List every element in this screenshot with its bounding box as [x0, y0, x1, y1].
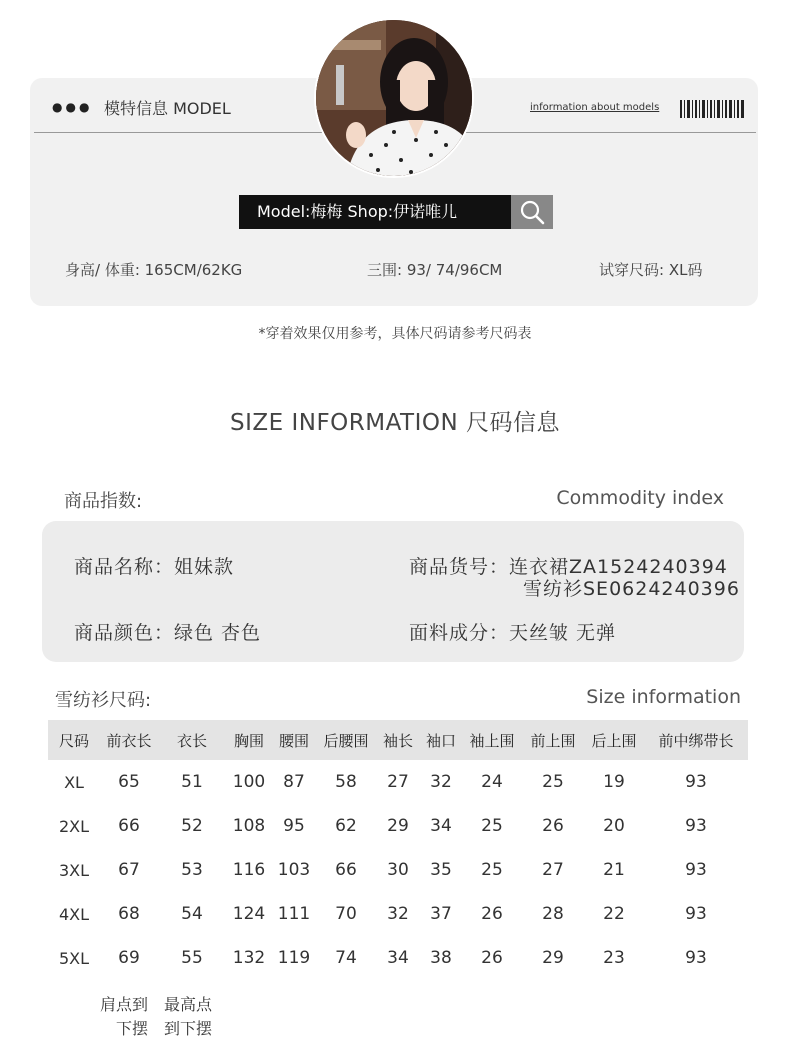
size-label-cell: 4XL	[58, 904, 90, 924]
table-header-cell: 腰围	[272, 720, 316, 760]
product-color: 商品颜色：绿色 杏色	[74, 622, 262, 644]
table-row	[48, 936, 748, 980]
table-cell: 26	[481, 904, 503, 924]
size-label-cell: 2XL	[58, 816, 90, 836]
table-cell: 21	[603, 860, 625, 880]
table-cell: 93	[685, 816, 707, 836]
table-cell: 22	[603, 904, 625, 924]
table-cell: 32	[430, 772, 452, 792]
table-cell: 24	[481, 772, 503, 792]
table-cell: 74	[335, 948, 357, 968]
table-cell: 87	[283, 772, 305, 792]
dots-icon: ●●●	[52, 100, 93, 114]
table-cell: 95	[283, 816, 305, 836]
commodity-index-label: 商品指数:	[64, 491, 143, 512]
table-row	[48, 760, 748, 804]
model-search-bar[interactable]	[239, 195, 553, 229]
table-cell: 124	[232, 904, 266, 924]
table-cell: 32	[387, 904, 409, 924]
product-fabric: 面料成分：天丝皱 无弹	[409, 622, 617, 644]
size-table	[48, 720, 748, 980]
table-cell: 30	[387, 860, 409, 880]
fit-size: 试穿尺码: XL码	[599, 261, 703, 279]
table-cell: 70	[335, 904, 357, 924]
table-cell: 67	[118, 860, 140, 880]
table-header-cell: 前上围	[522, 720, 584, 760]
table-cell: 100	[232, 772, 266, 792]
table-cell: 28	[542, 904, 564, 924]
footnote-line: 到下摆	[164, 1019, 213, 1038]
table-cell: 38	[430, 948, 452, 968]
table-cell: 53	[181, 860, 203, 880]
table-cell: 93	[685, 860, 707, 880]
table-row	[48, 804, 748, 848]
footnote-line: 肩点到	[100, 995, 149, 1014]
height-weight: 身高/ 体重: 165CM/62KG	[65, 261, 243, 279]
table-cell: 37	[430, 904, 452, 924]
size-section-label: 雪纺衫尺码:	[55, 690, 152, 711]
table-cell: 25	[481, 816, 503, 836]
table-cell: 93	[685, 772, 707, 792]
table-header-cell: 前衣长	[100, 720, 158, 760]
info-models-label: information about models	[530, 102, 660, 113]
table-row	[48, 848, 748, 892]
footnote-line: 最高点	[164, 995, 213, 1014]
table-header-cell: 尺码	[48, 720, 100, 760]
table-cell: 34	[387, 948, 409, 968]
table-cell: 25	[481, 860, 503, 880]
table-cell: 68	[118, 904, 140, 924]
table-header-cell: 衣长	[158, 720, 226, 760]
search-bar-text: Model:梅梅 Shop:伊诺唯儿	[239, 195, 511, 229]
table-cell: 119	[277, 948, 311, 968]
size-label-cell: XL	[64, 772, 84, 792]
table-row	[48, 892, 748, 936]
table-cell: 25	[542, 772, 564, 792]
table-cell: 69	[118, 948, 140, 968]
table-cell: 62	[335, 816, 357, 836]
table-cell: 65	[118, 772, 140, 792]
footnote-line: 下摆	[116, 1019, 149, 1038]
size-information-title: SIZE INFORMATION 尺码信息	[229, 410, 561, 436]
table-cell: 66	[118, 816, 140, 836]
table-cell: 54	[181, 904, 203, 924]
commodity-card	[42, 521, 744, 662]
table-cell: 29	[542, 948, 564, 968]
table-cell: 35	[430, 860, 452, 880]
size-label-cell: 3XL	[58, 860, 90, 880]
commodity-index-label-en: Commodity index	[556, 487, 724, 509]
table-header-cell: 后腰围	[316, 720, 376, 760]
measurements: 三围: 93/ 74/96CM	[367, 261, 503, 279]
table-cell: 20	[603, 816, 625, 836]
size-label-cell: 5XL	[58, 948, 90, 968]
table-cell: 93	[685, 948, 707, 968]
table-cell: 103	[277, 860, 311, 880]
product-name: 商品名称：姐妹款	[74, 556, 235, 578]
table-cell: 55	[181, 948, 203, 968]
table-cell: 52	[181, 816, 203, 836]
table-cell: 29	[387, 816, 409, 836]
table-cell: 34	[430, 816, 452, 836]
table-header-cell: 袖口	[420, 720, 462, 760]
table-cell: 26	[481, 948, 503, 968]
model-card-title: 模特信息 MODEL	[104, 99, 231, 118]
table-cell: 116	[232, 860, 266, 880]
table-cell: 27	[387, 772, 409, 792]
disclaimer-text: *穿着效果仅用参考，具体尺码请参考尺码表	[258, 326, 532, 342]
footnote-front-length	[100, 993, 148, 1041]
table-cell: 27	[542, 860, 564, 880]
size-section-label-en: Size information	[586, 686, 741, 708]
table-cell: 51	[181, 772, 203, 792]
barcode-icon	[680, 100, 744, 118]
table-cell: 132	[232, 948, 266, 968]
footnote-length	[164, 993, 212, 1041]
table-cell: 66	[335, 860, 357, 880]
table-header-cell: 前中绑带长	[644, 720, 748, 760]
table-header-cell: 胸围	[226, 720, 272, 760]
search-icon	[518, 198, 546, 226]
search-button[interactable]	[511, 195, 553, 229]
product-item-no: 商品货号：连衣裙ZA1524240394	[409, 556, 728, 578]
table-header-cell: 袖上围	[462, 720, 522, 760]
table-cell: 58	[335, 772, 357, 792]
table-cell: 108	[232, 816, 266, 836]
product-item-no-2: 雪纺衫SE0624240396	[523, 578, 740, 600]
table-cell: 93	[685, 904, 707, 924]
table-header-cell: 后上围	[584, 720, 644, 760]
model-avatar	[314, 18, 474, 178]
table-cell: 19	[603, 772, 625, 792]
table-cell: 111	[277, 904, 311, 924]
table-cell: 26	[542, 816, 564, 836]
table-header-row	[48, 720, 748, 760]
table-header-cell: 袖长	[376, 720, 420, 760]
table-cell: 23	[603, 948, 625, 968]
